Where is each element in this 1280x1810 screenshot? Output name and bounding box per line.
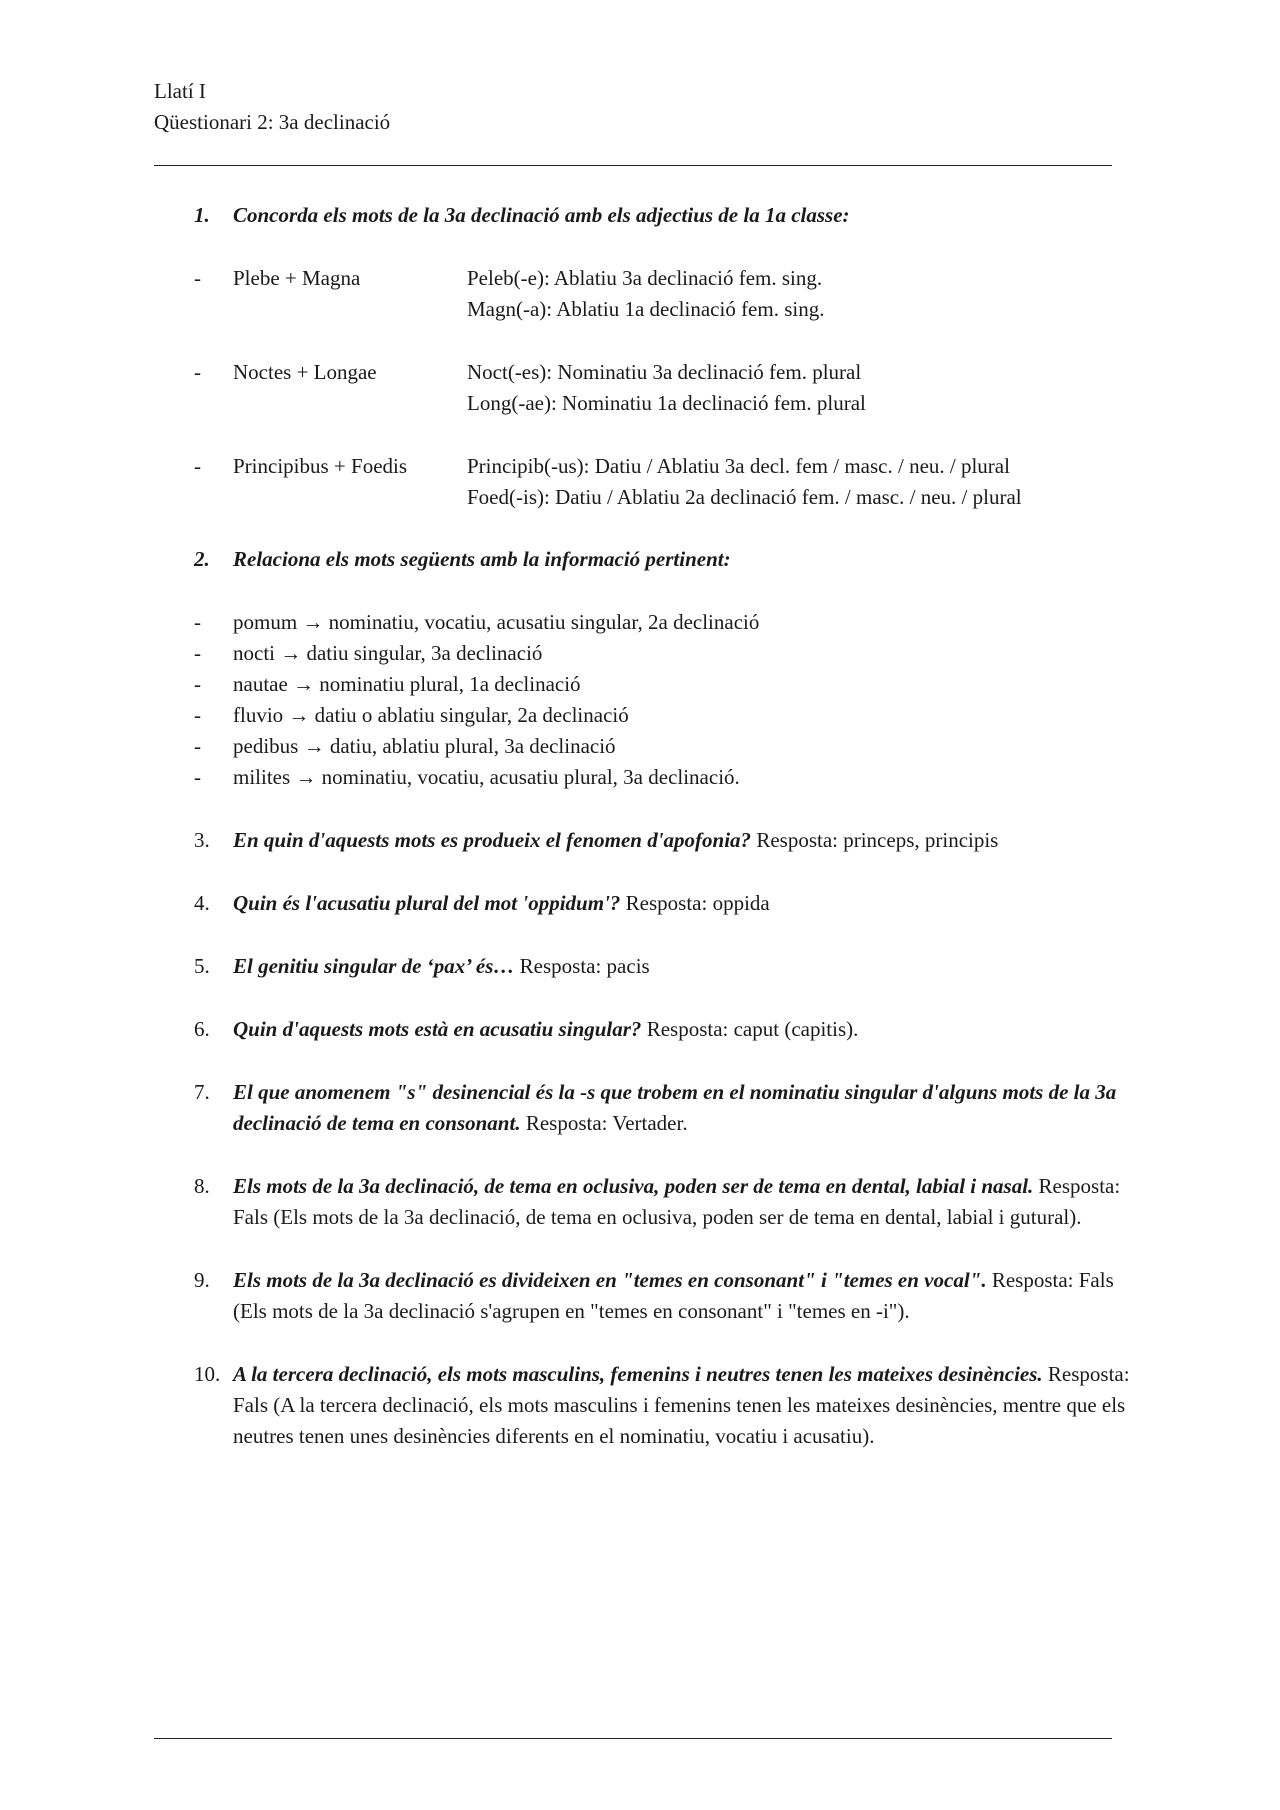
question-answer: Resposta: Fals (Els mots de la 3a declinació, de tema en oclusiva, poden ser de tema en dental, labial i gutural). bbox=[233, 1174, 1121, 1229]
list-bullet: - bbox=[194, 765, 201, 789]
q1-item-line: Magn(-a): Ablatiu 1a declinació fem. sing. bbox=[467, 297, 825, 321]
q2-item-text: nocti → datiu singular, 3a declinació bbox=[233, 641, 543, 665]
q2-item bbox=[154, 607, 1144, 638]
question-text: Quin és l'acusatiu plural del mot 'oppidum'? bbox=[233, 891, 621, 915]
quiz-subtitle: Qüestionari 2: 3a declinació bbox=[154, 110, 391, 134]
header-divider bbox=[154, 165, 1112, 166]
question-4 bbox=[154, 888, 1144, 919]
question-number: 4. bbox=[194, 891, 210, 915]
question-text: Relaciona els mots següents amb la informació pertinent: bbox=[233, 547, 731, 571]
question-text: A la tercera declinació, els mots masculins, femenins i neutres tenen les mateixes desinències. bbox=[233, 1362, 1043, 1386]
page-header bbox=[154, 76, 390, 138]
list-bullet: - bbox=[194, 672, 201, 696]
question-text: El genitiu singular de ‘pax’ és… bbox=[233, 954, 515, 978]
q1-item-line: Noct(-es): Nominatiu 3a declinació fem. plural bbox=[467, 360, 862, 384]
q1-item-line: Principib(-us): Datiu / Ablatiu 3a decl. fem / masc. / neu. / plural bbox=[467, 454, 1010, 478]
q1-item-term: Plebe + Magna bbox=[233, 266, 361, 290]
q2-item-text: nautae → nominatiu plural, 1a declinació bbox=[233, 672, 581, 696]
question-text: El que anomenem "s" desinencial és la -s que trobem en el nominatiu singular d'alguns mots de la 3a declinació de tema en consonant. bbox=[233, 1080, 1117, 1135]
question-text: Concorda els mots de la 3a declinació amb els adjectius de la 1a classe: bbox=[233, 203, 850, 227]
q2-item bbox=[154, 731, 1144, 762]
q2-item-text: milites → nominatiu, vocatiu, acusatiu plural, 3a declinació. bbox=[233, 765, 740, 789]
list-bullet: - bbox=[194, 454, 201, 478]
question-number: 3. bbox=[194, 828, 210, 852]
question-number: 1. bbox=[194, 203, 210, 227]
footer-divider bbox=[154, 1738, 1112, 1739]
question-number: 6. bbox=[194, 1017, 210, 1041]
question-answer: Resposta: caput (capitis). bbox=[641, 1017, 859, 1041]
q2-item-text: pedibus → datiu, ablatiu plural, 3a declinació bbox=[233, 734, 616, 758]
question-number: 9. bbox=[194, 1268, 210, 1292]
question-9 bbox=[154, 1265, 1144, 1327]
q2-item-text: fluvio → datiu o ablatiu singular, 2a declinació bbox=[233, 703, 629, 727]
q1-item bbox=[154, 451, 1144, 513]
q1-item-line: Foed(-is): Datiu / Ablatiu 2a declinació fem. / masc. / neu. / plural bbox=[467, 485, 1022, 509]
question-number: 10. bbox=[194, 1362, 221, 1386]
list-bullet: - bbox=[194, 610, 201, 634]
course-title: Llatí I bbox=[154, 79, 206, 103]
question-number: 2. bbox=[194, 547, 210, 571]
list-bullet: - bbox=[194, 703, 201, 727]
question-text: Quin d'aquests mots està en acusatiu singular? bbox=[233, 1017, 642, 1041]
q2-item bbox=[154, 638, 1144, 669]
q1-item-term: Noctes + Longae bbox=[233, 360, 377, 384]
questionnaire bbox=[154, 200, 1144, 1452]
question-1-prompt bbox=[154, 200, 1144, 231]
q1-item-term: Principibus + Foedis bbox=[233, 454, 408, 478]
question-answer: Resposta: oppida bbox=[620, 891, 770, 915]
question-text: En quin d'aquests mots es produeix el fenomen d'apofonia? bbox=[233, 828, 752, 852]
question-number: 5. bbox=[194, 954, 210, 978]
q2-item-text: pomum → nominatiu, vocatiu, acusatiu singular, 2a declinació bbox=[233, 610, 760, 634]
question-text: Els mots de la 3a declinació es divideixen en "temes en consonant" i "temes en vocal". bbox=[233, 1268, 987, 1292]
list-bullet: - bbox=[194, 734, 201, 758]
question-number: 8. bbox=[194, 1174, 210, 1198]
q2-item bbox=[154, 700, 1144, 731]
question-5 bbox=[154, 951, 1144, 982]
q1-item-line: Long(-ae): Nominatiu 1a declinació fem. plural bbox=[467, 391, 866, 415]
question-2-prompt bbox=[154, 544, 1144, 575]
question-3 bbox=[154, 825, 1144, 856]
question-6 bbox=[154, 1014, 1144, 1045]
list-bullet: - bbox=[194, 641, 201, 665]
question-answer: Resposta: Fals (A la tercera declinació, els mots masculins i femenins tenen les mateixes desinències, mentre que els neutres tenen unes desinències diferents en el nominatiu, vocatiu i acusatiu). bbox=[233, 1362, 1130, 1448]
question-number: 7. bbox=[194, 1080, 210, 1104]
list-bullet: - bbox=[194, 266, 201, 290]
question-answer: Resposta: princeps, principis bbox=[751, 828, 999, 852]
q1-item-line: Peleb(-e): Ablatiu 3a declinació fem. sing. bbox=[467, 266, 823, 290]
q2-item bbox=[154, 762, 1144, 793]
question-7 bbox=[154, 1077, 1144, 1139]
q2-item bbox=[154, 669, 1144, 700]
question-10 bbox=[154, 1359, 1144, 1452]
question-answer: Resposta: Fals (Els mots de la 3a declinació s'agrupen en "temes en consonant" i "temes en -i"). bbox=[233, 1268, 1114, 1323]
question-answer: Resposta: Vertader. bbox=[520, 1111, 688, 1135]
q1-item bbox=[154, 263, 1144, 325]
question-8 bbox=[154, 1171, 1144, 1233]
list-bullet: - bbox=[194, 360, 201, 384]
question-text: Els mots de la 3a declinació, de tema en oclusiva, poden ser de tema en dental, labial i nasal. bbox=[233, 1174, 1034, 1198]
question-answer: Resposta: pacis bbox=[514, 954, 650, 978]
q1-item bbox=[154, 357, 1144, 419]
